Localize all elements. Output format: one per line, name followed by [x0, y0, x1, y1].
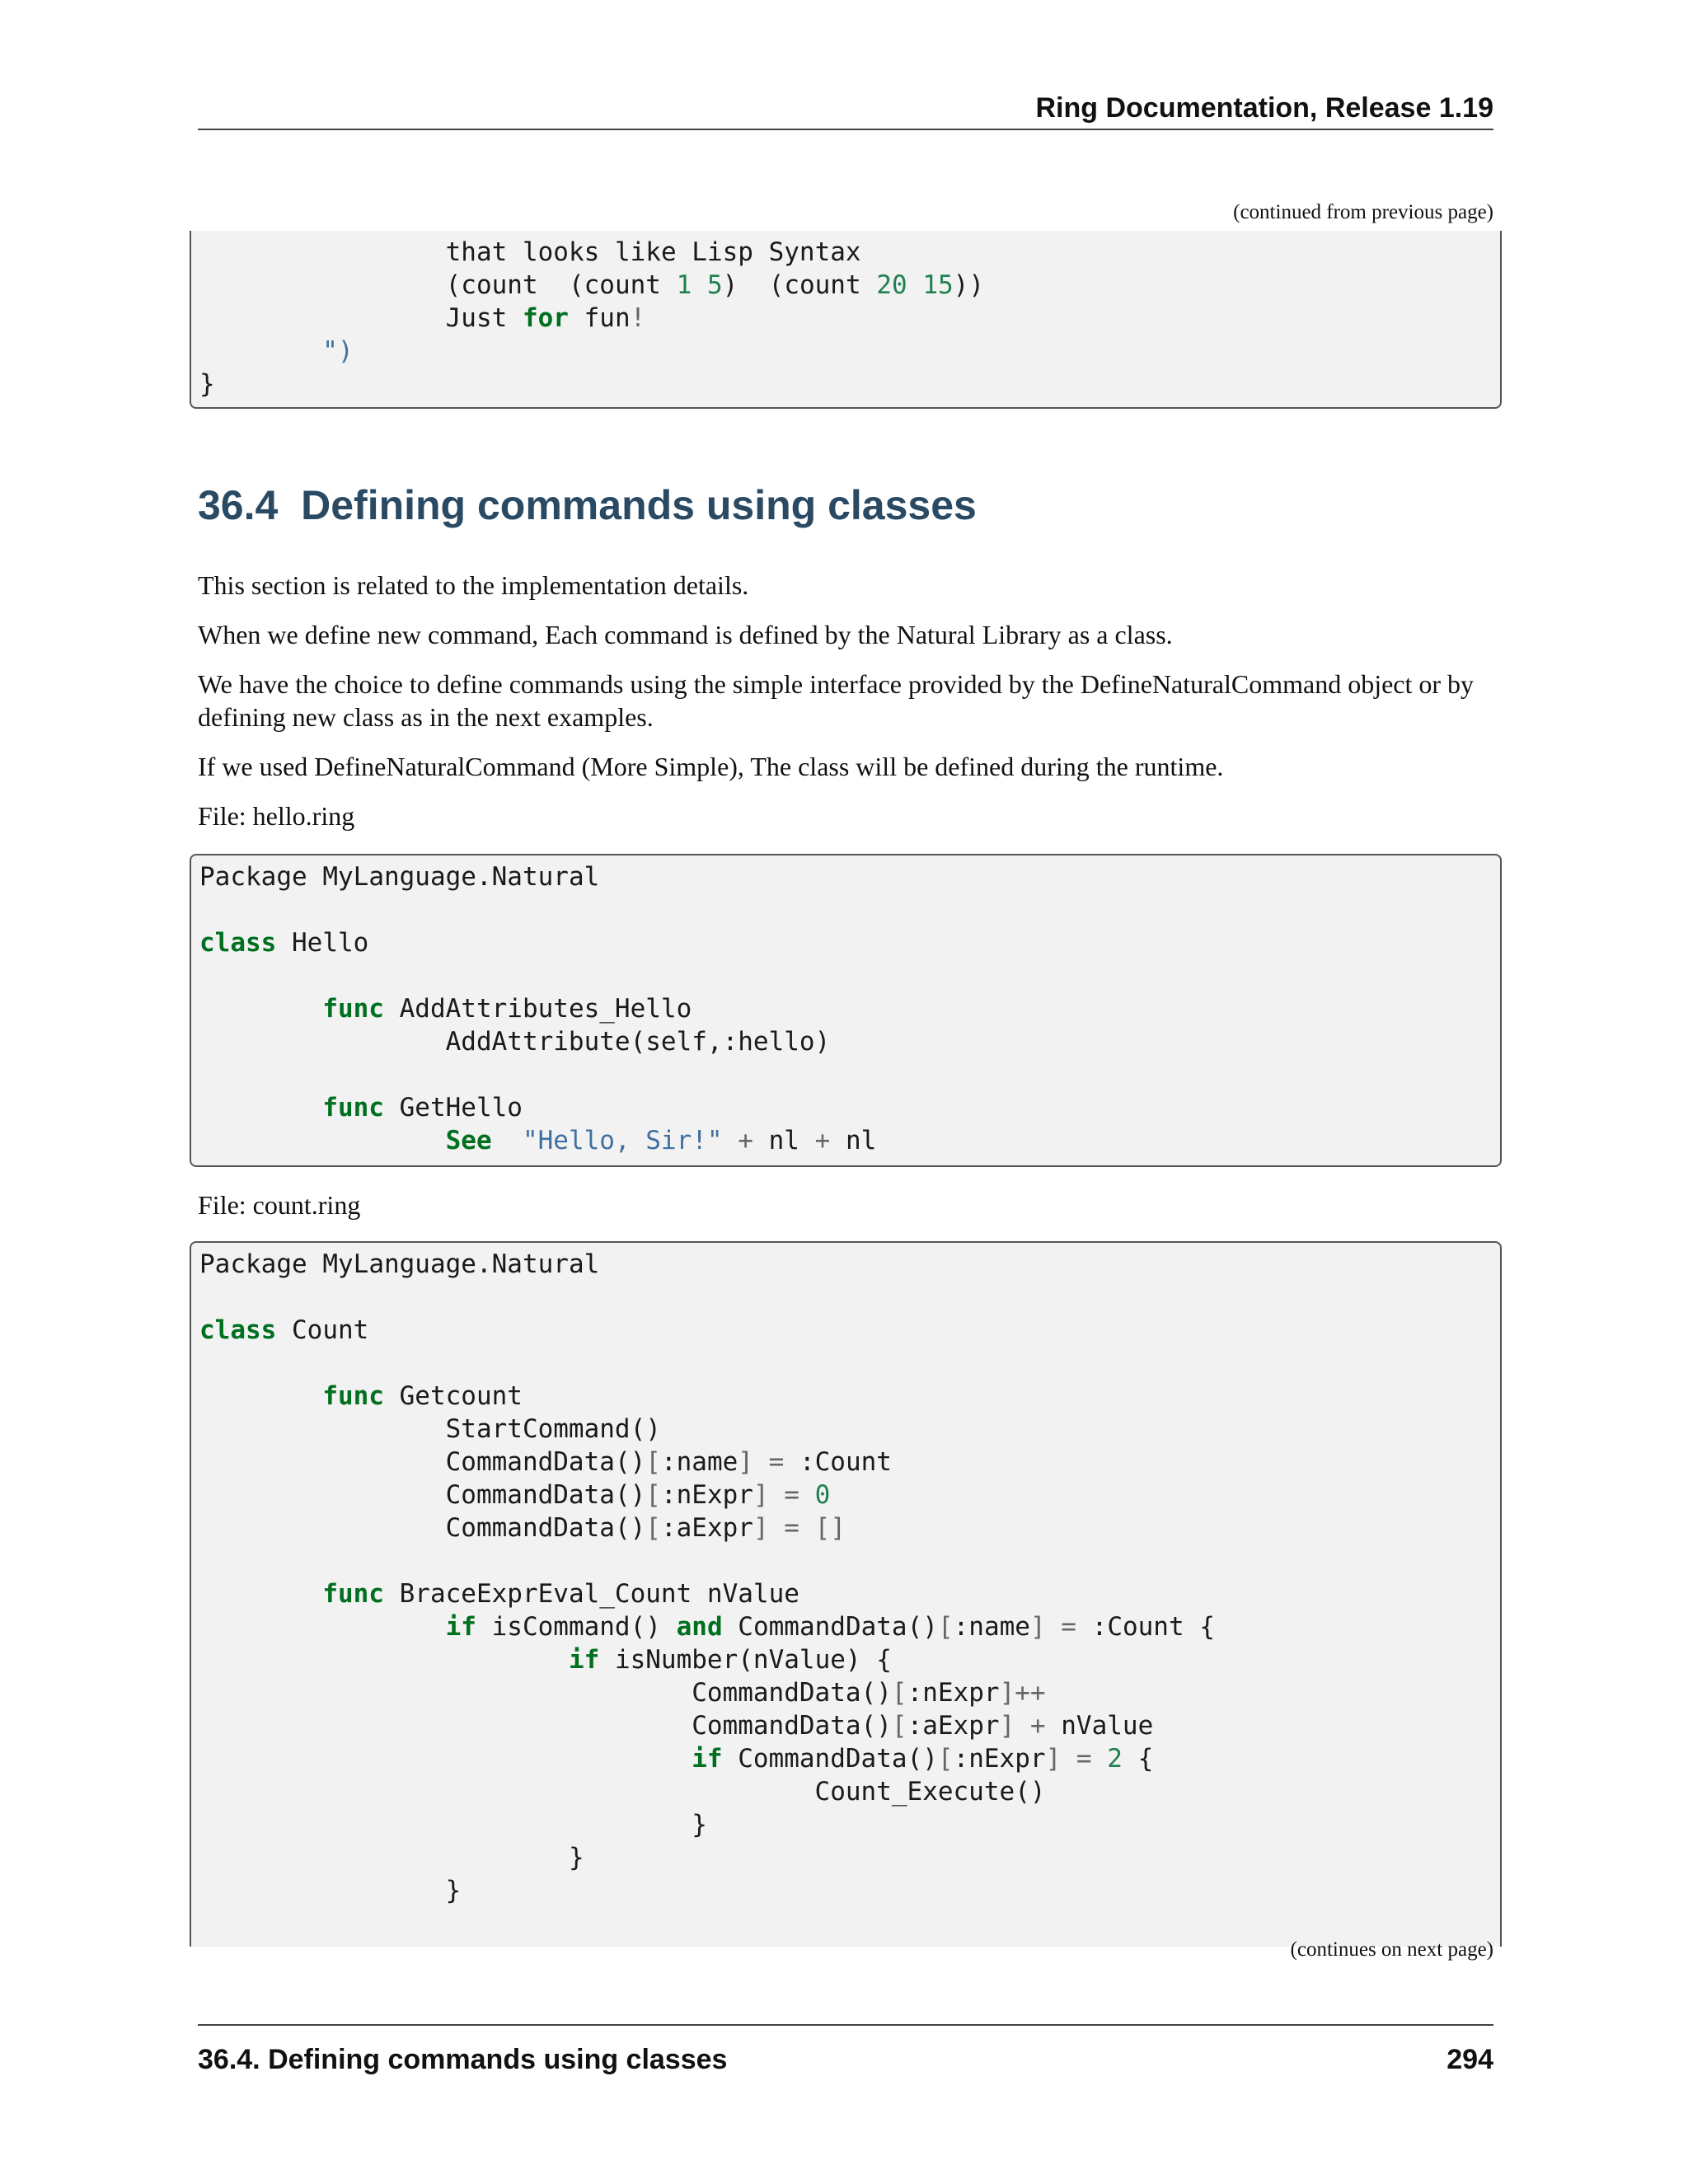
code-line: CommandData()[:name] = :Count: [445, 1447, 892, 1477]
file-label-count: File: count.ring: [198, 1190, 361, 1220]
code-line: [199, 959, 1492, 992]
file-label-hello: File: hello.ring: [198, 801, 355, 831]
code-line: Package MyLanguage.Natural: [199, 1249, 600, 1279]
paragraph: When we define new command, Each command is defined by the Natural Library as a class.: [198, 620, 1173, 649]
continues-on-note: (continues on next page): [1290, 1938, 1493, 1961]
code-block-hello: [190, 854, 1502, 1167]
paragraph: This section is related to the implementation details.: [198, 570, 749, 600]
code-line: [199, 1281, 1492, 1314]
footer-rule: [198, 2024, 1493, 2026]
code-line: "): [199, 336, 354, 366]
code-line: AddAttribute(self,:hello): [445, 1027, 831, 1057]
code-line: CommandData()[:aExpr] + nValue: [692, 1711, 1154, 1741]
code-line: if isNumber(nValue) {: [568, 1645, 892, 1675]
code-line: that looks like Lisp Syntax: [445, 237, 861, 267]
code-line: func GetHello: [322, 1093, 523, 1122]
code-line: [199, 893, 1492, 926]
code-line: CommandData()[:nExpr]++: [692, 1678, 1046, 1708]
code-line: func AddAttributes_Hello: [322, 994, 692, 1024]
code-block-continued: [190, 231, 1502, 409]
section-number: 36.4: [198, 482, 279, 528]
code-line: }: [692, 1810, 707, 1840]
code-line: [199, 1347, 1492, 1380]
code-line: if isCommand() and CommandData()[:name] = :Count {: [445, 1612, 1215, 1642]
continued-from-note: (continued from previous page): [1233, 201, 1493, 223]
code-line: if CommandData()[:nExpr] = 2 {: [692, 1744, 1154, 1774]
code-line: See "Hello, Sir!" + nl + nl: [445, 1126, 877, 1155]
code-line: class Hello: [199, 928, 369, 958]
code-line: [199, 1058, 1492, 1091]
header-rule: [198, 129, 1493, 130]
page-number: 294: [1447, 2044, 1493, 2075]
code-line: func BraceExprEval_Count nValue: [322, 1579, 799, 1609]
running-header: Ring Documentation, Release 1.19: [1035, 92, 1493, 124]
code-line: func Getcount: [322, 1381, 523, 1411]
code-line: }: [199, 369, 215, 399]
code-line: CommandData()[:nExpr] = 0: [445, 1480, 831, 1510]
footer-section: 36.4. Defining commands using classes: [198, 2044, 728, 2075]
code-line: StartCommand(): [445, 1414, 661, 1444]
paragraph: If we used DefineNaturalCommand (More Simple), The class will be defined during the runtime.: [198, 752, 1224, 781]
code-line: (count (count 1 5) (count 20 15)): [445, 270, 984, 300]
running-footer: [198, 2044, 1493, 2076]
code-line: Package MyLanguage.Natural: [199, 862, 600, 892]
code-line: class Count: [199, 1315, 369, 1345]
paragraph: We have the choice to define commands using the simple interface provided by the DefineNaturalCommand object or by defining new class as in the next examples.: [198, 669, 1475, 732]
code-line: [199, 1544, 1492, 1577]
code-line: Count_Execute(): [814, 1777, 1046, 1807]
code-line: }: [568, 1843, 584, 1872]
code-line: }: [445, 1876, 462, 1905]
code-line: [199, 1907, 1492, 1940]
section-title: Defining commands using classes: [301, 482, 977, 528]
section-heading: [198, 481, 977, 529]
code-block-count: [190, 1241, 1502, 1947]
code-line: CommandData()[:aExpr] = []: [445, 1513, 846, 1543]
code-line: Just for fun!: [445, 303, 646, 333]
